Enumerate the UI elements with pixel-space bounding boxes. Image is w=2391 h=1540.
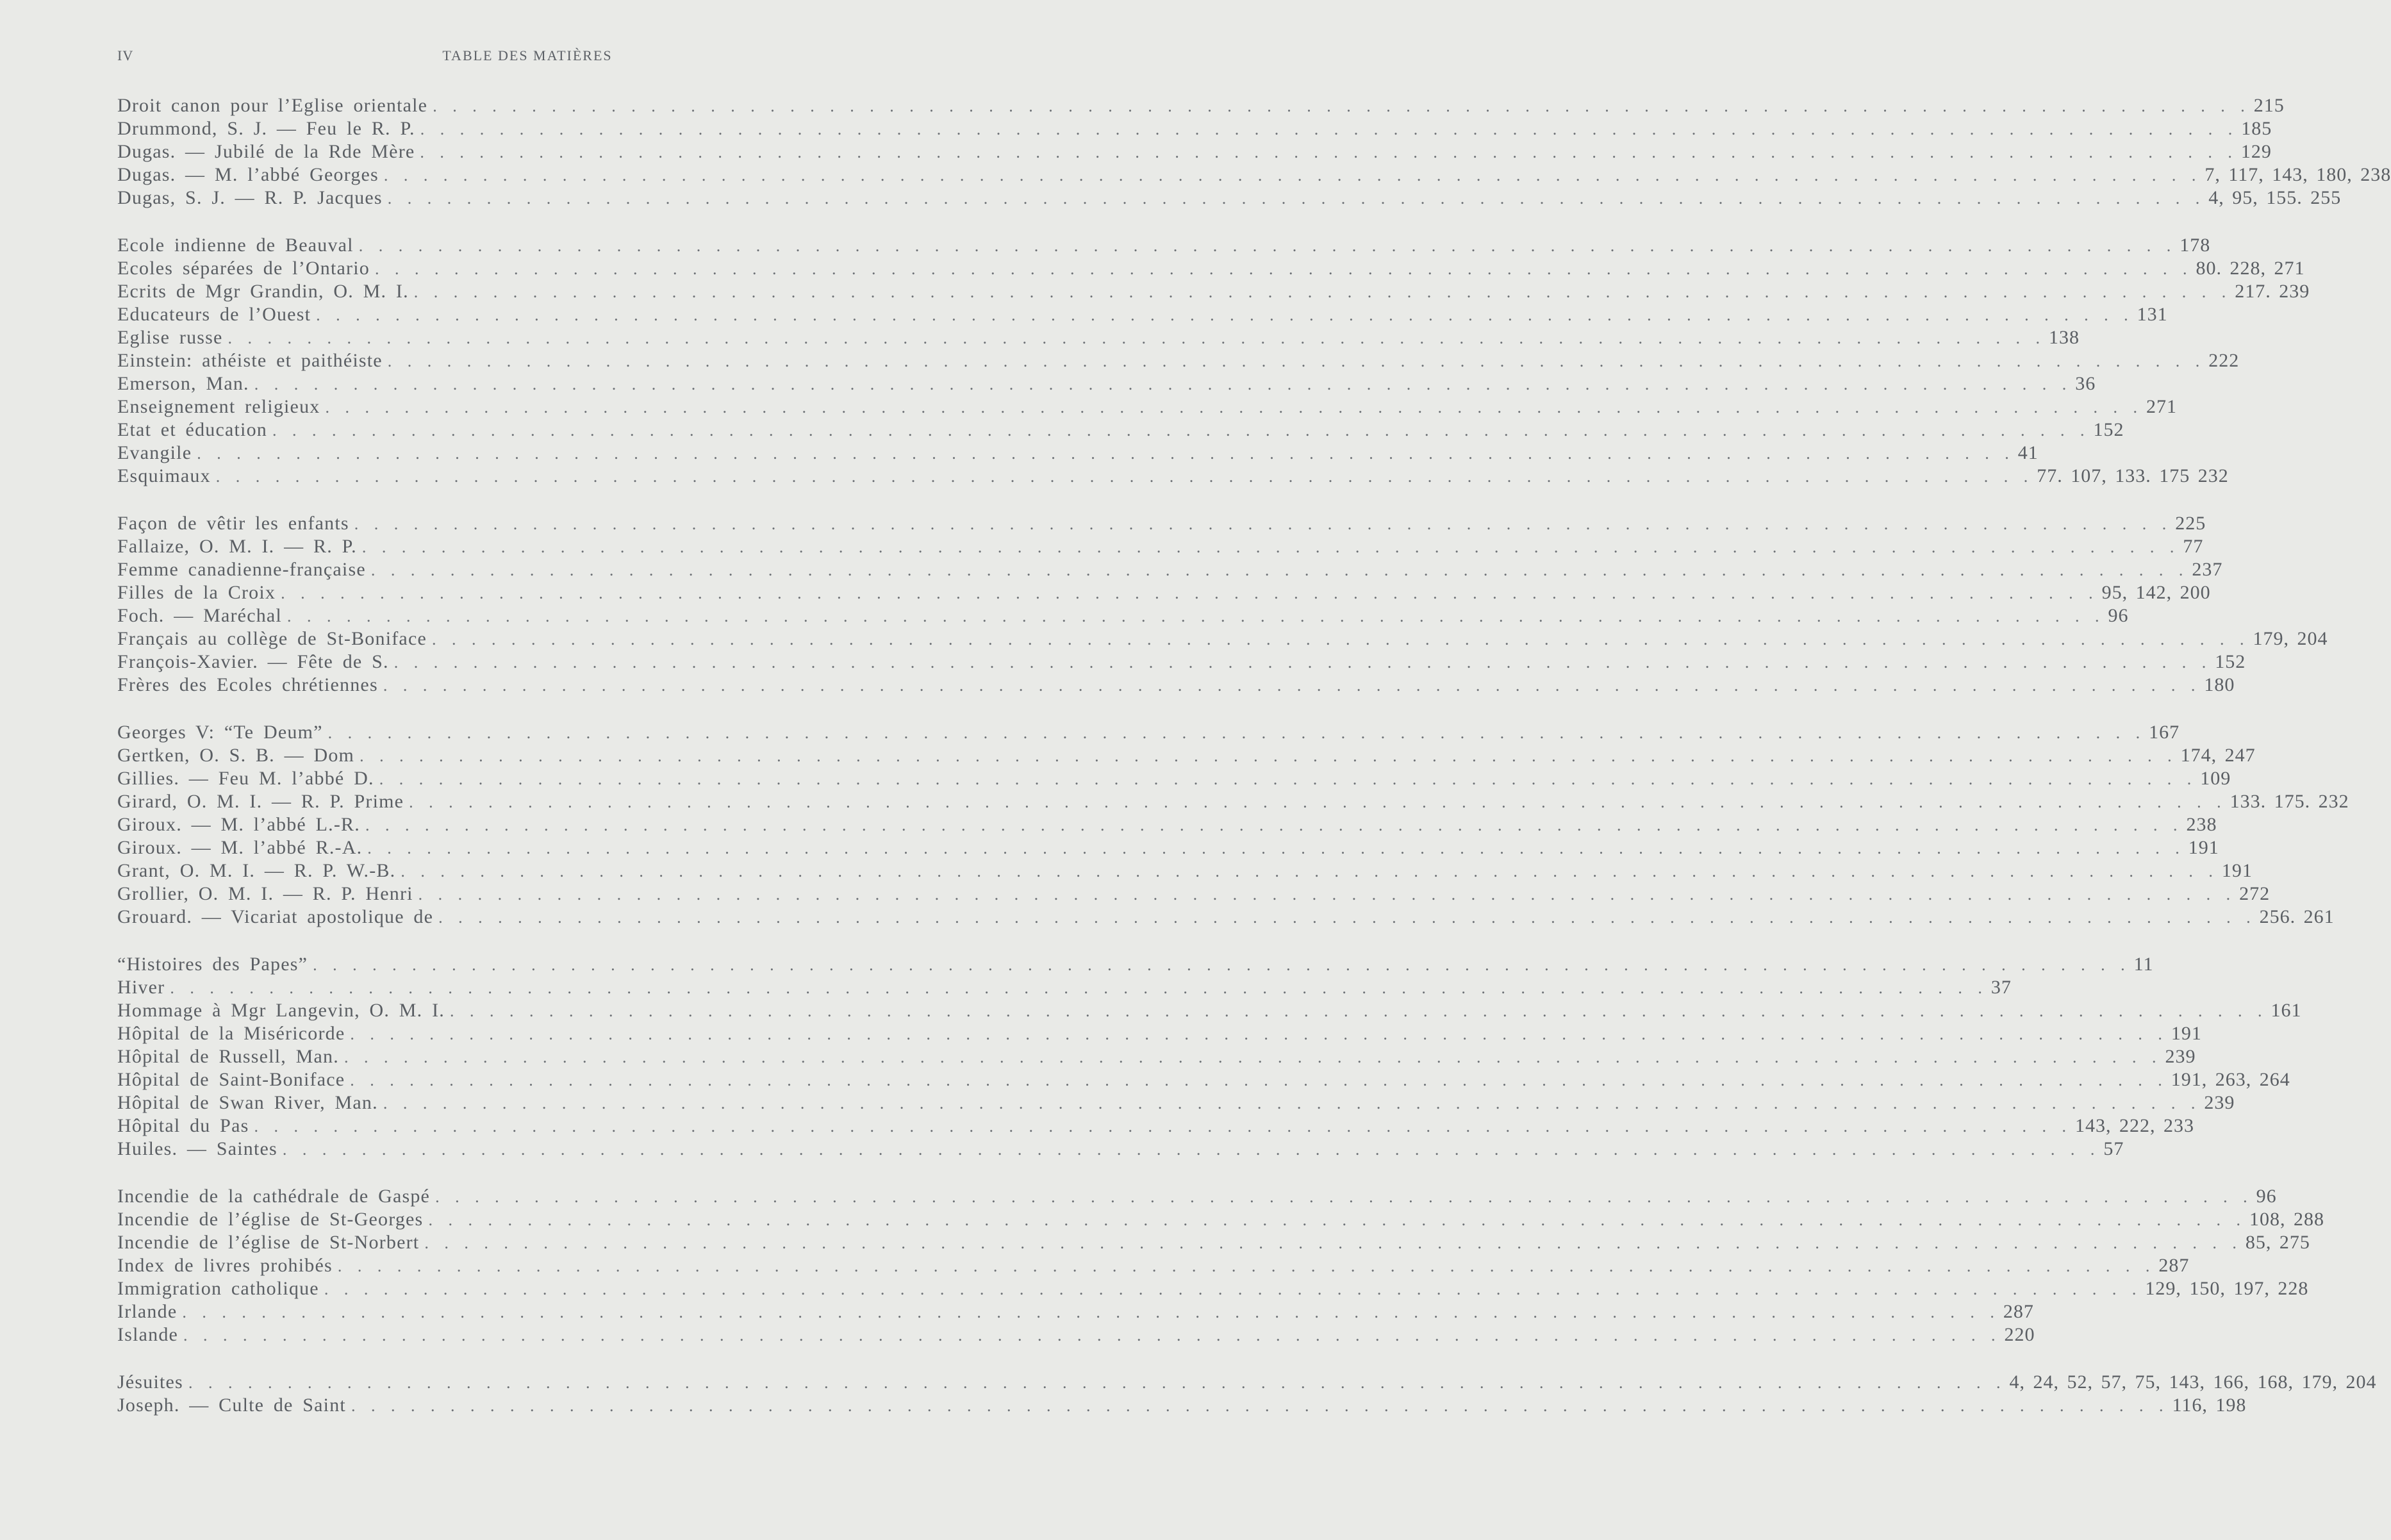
index-entry (117, 1231, 2310, 1254)
dot-leader: . . . . . . . . . . . . . . . . . . . . . . . . . . . . . . . . . . . . . . . . . . . . . . . . . . . . . . . . . . . . . . . . . . . . . . . . . . . . . . . . . . . . . . . . . . . . (325, 398, 2141, 417)
dot-leader: . . . . . . . . . . . . . . . . . . . . . . . . . . . . . . . . . . . . . . . . . . . . . . . . . . . . . . . . . . . . . . . . . . . . . . . . . . . . . . . . . . . . . . . . . . . . (365, 816, 2181, 834)
index-entry (117, 442, 2039, 465)
dot-leader: . . . . . . . . . . . . . . . . . . . . . . . . . . . . . . . . . . . . . . . . . . . . . . . . . . . . . . . . . . . . . . . . . . . . . . . . . . . . . . . . . . . . . . . . . . . . (367, 839, 2183, 857)
entry-page-numbers: 185 (2241, 118, 2272, 139)
entry-page-numbers: 152 (2093, 419, 2124, 440)
entry-title: Dugas. — Jubilé de la Rde Mère (117, 141, 415, 162)
dot-leader: . . . . . . . . . . . . . . . . . . . . . . . . . . . . . . . . . . . . . . . . . . . . . . . . . . . . . . . . . . . . . . . . . . . . . . . . . . . . . . . . . . . . . . . . . . . . (383, 1094, 2199, 1113)
entry-title: Hiver (117, 977, 165, 998)
entry-title: Incendie de l’église de St-Georges (117, 1209, 424, 1230)
entry-title: Gillies. — Feu M. l’abbé D. (117, 768, 374, 789)
dot-leader: . . . . . . . . . . . . . . . . . . . . . . . . . . . . . . . . . . . . . . . . . . . . . . . . . . . . . . . . . . . . . . . . . . . . . . . . . . . . . . . . . . . . . . . . . . . . (215, 467, 2032, 486)
entry-title: Etat et éducation (117, 419, 267, 440)
dot-leader: . . . . . . . . . . . . . . . . . . . . . . . . . . . . . . . . . . . . . . . . . . . . . . . . . . . . . . . . . . . . . . . . . . . . . . . . . . . . . . . . . . . . . . . . . . . . (409, 793, 2225, 811)
index-entry (117, 1045, 2196, 1068)
entry-title: Grouard. — Vicariat apostolique de (117, 906, 434, 927)
dot-leader: . . . . . . . . . . . . . . . . . . . . . . . . . . . . . . . . . . . . . . . . . . . . . . . . . . . . . . . . . . . . . . . . . . . . . . . . . . . . . . . . . . . . . . . . . . . . (360, 747, 2176, 765)
dot-leader: . . . . . . . . . . . . . . . . . . . . . . . . . . . . . . . . . . . . . . . . . . . . . . . . . . . . . . . . . . . . . . . . . . . . . . . . . . . . . . . . . . . . . . . . . . . . (324, 1280, 2140, 1298)
entry-title: Educateurs de l’Ouest (117, 304, 311, 325)
dot-leader: . . . . . . . . . . . . . . . . . . . . . . . . . . . . . . . . . . . . . . . . . . . . . . . . . . . . . . . . . . . . . . . . . . . . . . . . . . . . . . . . . . . . . . . . . . . . (387, 352, 2204, 370)
index-entry (117, 604, 2129, 627)
dot-leader: . . . . . . . . . . . . . . . . . . . . . . . . . . . . . . . . . . . . . . . . . . . . . . . . . . . . . . . . . . . . . . . . . . . . . . . . . . . . . . . . . . . . . . . . . . . . (401, 862, 2217, 881)
entry-page-numbers: 167 (2149, 722, 2180, 743)
entry-title: Joseph. — Culte de Saint (117, 1395, 346, 1416)
dot-leader: . . . . . . . . . . . . . . . . . . . . . . . . . . . . . . . . . . . . . . . . . . . . . . . . . . . . . . . . . . . . . . . . . . . . . . . . . . . . . . . . . . . . . . . . . . . . (254, 1117, 2070, 1136)
entry-title: Gertken, O. S. B. — Dom (117, 745, 355, 766)
entry-page-numbers: 133. 175. 232 (2230, 791, 2349, 812)
index-entry (117, 1394, 2247, 1417)
entry-page-numbers: 77 (2183, 536, 2204, 557)
entry-title: Frères des Ecoles chrétiennes (117, 674, 378, 695)
entry-page-numbers: 108, 288 (2249, 1209, 2324, 1230)
entry-page-numbers: 161 (2271, 1000, 2302, 1021)
entry-title: Irlande (117, 1301, 178, 1322)
entry-page-numbers: 41 (2017, 442, 2039, 463)
entry-title: Giroux. — M. l’abbé R.-A. (117, 837, 363, 858)
entry-page-numbers: 4, 24, 52, 57, 75, 143, 166, 168, 179, 204 (2009, 1371, 2377, 1393)
index-entry (117, 767, 2231, 790)
index-entry (117, 1022, 2202, 1045)
entry-page-numbers: 96 (2108, 605, 2129, 626)
entry-title: Esquimaux (117, 465, 211, 486)
dot-leader: . . . . . . . . . . . . . . . . . . . . . . . . . . . . . . . . . . . . . . . . . . . . . . . . . . . . . . . . . . . . . . . . . . . . . . . . . . . . . . . . . . . . . . . . . . . . (254, 375, 2071, 393)
entry-page-numbers: 191 (2171, 1023, 2202, 1044)
entry-page-numbers: 152 (2215, 651, 2246, 672)
entry-title: Droit canon pour l’Eglise orientale (117, 95, 428, 116)
dot-leader: . . . . . . . . . . . . . . . . . . . . . . . . . . . . . . . . . . . . . . . . . . . . . . . . . . . . . . . . . . . . . . . . . . . . . . . . . . . . . . . . . . . . . . . . . . . . (286, 607, 2103, 625)
dot-leader: . . . . . . . . . . . . . . . . . . . . . . . . . . . . . . . . . . . . . . . . . . . . . . . . . . . . . . . . . . . . . . . . . . . . . . . . . . . . . . . . . . . . . . . . . . . . (316, 306, 2132, 324)
entry-title: Evangile (117, 442, 192, 463)
entry-page-numbers: 138 (2049, 327, 2080, 348)
entry-title: Hôpital de Russell, Man. (117, 1046, 339, 1067)
entry-page-numbers: 180 (2204, 674, 2235, 695)
entry-page-numbers: 109 (2200, 768, 2231, 789)
dot-leader: . . . . . . . . . . . . . . . . . . . . . . . . . . . . . . . . . . . . . . . . . . . . . . . . . . . . . . . . . . . . . . . . . . . . . . . . . . . . . . . . . . . . . . . . . . . . (354, 515, 2171, 533)
entry-page-numbers: 95, 142, 200 (2101, 582, 2211, 603)
entry-page-numbers: 11 (2133, 954, 2154, 975)
entry-title: Filles de la Croix (117, 582, 276, 603)
dot-leader: . . . . . . . . . . . . . . . . . . . . . . . . . . . . . . . . . . . . . . . . . . . . . . . . . . . . . . . . . . . . . . . . . . . . . . . . . . . . . . . . . . . . . . . . . . . . (418, 885, 2235, 904)
entry-title: “Histoires des Papes” (117, 954, 308, 975)
entry-title: Immigration catholique (117, 1278, 319, 1299)
dot-leader: . . . . . . . . . . . . . . . . . . . . . . . . . . . . . . . . . . . . . . . . . . . . . . . . . . . . . . . . . . . . . . . . . . . . . . . . . . . . . . . . . . . . . . . . . . . . (313, 956, 2129, 974)
index-letter-group (117, 721, 2349, 929)
dot-leader: . . . . . . . . . . . . . . . . . . . . . . . . . . . . . . . . . . . . . . . . . . . . . . . . . . . . . . . . . . . . . . . . . . . . . . . . . . . . . . . . . . . . . . . . . . . . (327, 724, 2144, 742)
entry-title: Grant, O. M. I. — R. P. W.-B. (117, 860, 396, 881)
entry-page-numbers: 116, 198 (2172, 1395, 2247, 1416)
index-entry (117, 372, 2096, 395)
index-entry (117, 326, 2080, 349)
entry-title: Eglise russe (117, 327, 223, 348)
entry-page-numbers: 7, 117, 143, 180, 238 (2205, 164, 2391, 185)
dot-leader: . . . . . . . . . . . . . . . . . . . . . . . . . . . . . . . . . . . . . . . . . . . . . . . . . . . . . . . . . . . . . . . . . . . . . . . . . . . . . . . . . . . . . . . . . . . . (438, 908, 2254, 927)
dot-leader: . . . . . . . . . . . . . . . . . . . . . . . . . . . . . . . . . . . . . . . . . . . . . . . . . . . . . . . . . . . . . . . . . . . . . . . . . . . . . . . . . . . . . . . . . . . . (383, 166, 2200, 185)
dot-leader: . . . . . . . . . . . . . . . . . . . . . . . . . . . . . . . . . . . . . . . . . . . . . . . . . . . . . . . . . . . . . . . . . . . . . . . . . . . . . . . . . . . . . . . . . . . . (350, 1025, 2166, 1043)
index-entry (117, 674, 2235, 697)
entry-page-numbers: 215 (2253, 95, 2285, 116)
index-entry (117, 94, 2285, 117)
entry-page-numbers: 179, 204 (2253, 628, 2328, 649)
dot-leader: . . . . . . . . . . . . . . . . . . . . . . . . . . . . . . . . . . . . . . . . . . . . . . . . . . . . . . . . . . . . . . . . . . . . . . . . . . . . . . . . . . . . . . . . . . . . (282, 1140, 2099, 1159)
dot-leader: . . . . . . . . . . . . . . . . . . . . . . . . . . . . . . . . . . . . . . . . . . . . . . . . . . . . . . . . . . . . . . . . . . . . . . . . . . . . . . . . . . . . . . . . . . . . (272, 421, 2089, 440)
entry-page-numbers: 237 (2192, 559, 2223, 580)
entry-page-numbers: 256. 261 (2259, 906, 2335, 927)
index-letter-group (117, 1185, 2324, 1346)
index-entry (117, 744, 2256, 767)
entry-page-numbers: 191 (2221, 860, 2253, 881)
dot-leader: . . . . . . . . . . . . . . . . . . . . . . . . . . . . . . . . . . . . . . . . . . . . . . . . . . . . . . . . . . . . . . . . . . . . . . . . . . . . . . . . . . . . . . . . . . . . (379, 770, 2196, 788)
index-entry (117, 1323, 2035, 1346)
entry-page-numbers: 178 (2180, 235, 2211, 256)
index-entry (117, 395, 2177, 418)
index-entry (117, 836, 2219, 859)
entry-page-numbers: 57 (2103, 1138, 2124, 1159)
entry-page-numbers: 271 (2146, 396, 2177, 417)
index-entry (117, 1277, 2309, 1300)
index-entry (117, 349, 2240, 372)
dot-leader: . . . . . . . . . . . . . . . . . . . . . . . . . . . . . . . . . . . . . . . . . . . . . . . . . . . . . . . . . . . . . . . . . . . . . . . . . . . . . . . . . . . . . . . . . . . . (343, 1048, 2160, 1066)
entry-page-numbers: 131 (2137, 304, 2168, 325)
entry-title: Enseignement religieux (117, 396, 320, 417)
entry-title: Emerson, Man. (117, 373, 249, 394)
dot-leader: . . . . . . . . . . . . . . . . . . . . . . . . . . . . . . . . . . . . . . . . . . . . . . . . . . . . . . . . . . . . . . . . . . . . . . . . . . . . . . . . . . . . . . . . . . . . (197, 444, 2013, 463)
index-entry (117, 1300, 2034, 1323)
index-letter-group (117, 953, 2302, 1161)
entry-page-numbers: 217. 239 (2235, 281, 2310, 302)
index-entry (117, 581, 2211, 604)
entry-page-numbers: 287 (2158, 1255, 2190, 1276)
entry-title: Français au collège de St-Boniface (117, 628, 427, 649)
running-title: TABLE DES MATIÈRES (442, 47, 613, 63)
dot-leader: . . . . . . . . . . . . . . . . . . . . . . . . . . . . . . . . . . . . . . . . . . . . . . . . . . . . . . . . . . . . . . . . . . . . . . . . . . . . . . . . . . . . . . . . . . . . (383, 676, 2199, 695)
entry-title: Dugas. — M. l’abbé Georges (117, 164, 379, 185)
index-entry (117, 1371, 2377, 1394)
dot-leader: . . . . . . . . . . . . . . . . . . . . . . . . . . . . . . . . . . . . . . . . . . . . . . . . . . . . . . . . . . . . . . . . . . . . . . . . . . . . . . . . . . . . . . . . . . . . (337, 1257, 2154, 1275)
entry-title: Huiles. — Saintes (117, 1138, 277, 1159)
index-entry (117, 882, 2271, 906)
entry-title: Ecrits de Mgr Grandin, O. M. I. (117, 281, 409, 302)
entry-title: Hôpital de Saint-Boniface (117, 1069, 345, 1090)
index-entry (117, 953, 2154, 976)
entry-title: Drummond, S. J. — Feu le R. P. (117, 118, 415, 139)
index-entry (117, 906, 2335, 929)
index-entry (117, 163, 2391, 186)
index-entry (117, 465, 2229, 488)
entry-page-numbers: 239 (2165, 1046, 2196, 1067)
index-entry (117, 721, 2180, 744)
dot-leader: . . . . . . . . . . . . . . . . . . . . . . . . . . . . . . . . . . . . . . . . . . . . . . . . . . . . . . . . . . . . . . . . . . . . . . . . . . . . . . . . . . . . . . . . . . . . (350, 1071, 2166, 1089)
index-letter-group (117, 234, 2310, 488)
entry-page-numbers: 85, 275 (2245, 1232, 2310, 1253)
entry-page-numbers: 129, 150, 197, 228 (2145, 1278, 2309, 1299)
entry-title: Fallaize, O. M. I. — R. P. (117, 536, 357, 557)
entry-page-numbers: 77. 107, 133. 175 232 (2037, 465, 2229, 486)
entry-page-numbers: 191 (2188, 837, 2219, 858)
entry-title: Jésuites (117, 1371, 183, 1393)
entry-title: Giroux. — M. l’abbé L.-R. (117, 814, 360, 835)
entry-title: Index de livres prohibés (117, 1255, 333, 1276)
entry-title: Incendie de la cathédrale de Gaspé (117, 1186, 431, 1207)
index-entry (117, 535, 2204, 558)
dot-leader: . . . . . . . . . . . . . . . . . . . . . . . . . . . . . . . . . . . . . . . . . . . . . . . . . . . . . . . . . . . . . . . . . . . . . . . . . . . . . . . . . . . . . . . . . . . . (183, 1326, 1999, 1345)
entry-page-numbers: 36 (2075, 373, 2096, 394)
entry-title: Façon de vêtir les enfants (117, 513, 349, 534)
dot-leader: . . . . . . . . . . . . . . . . . . . . . . . . . . . . . . . . . . . . . . . . . . . . . . . . . . . . . . . . . . . . . . . . . . . . . . . . . . . . . . . . . . . . . . . . . . . . (431, 630, 2248, 649)
index-entry (117, 1185, 2277, 1208)
entry-title: Einstein: athéiste et paithéiste (117, 350, 383, 371)
entry-page-numbers: 225 (2175, 513, 2206, 534)
dot-leader: . . . . . . . . . . . . . . . . . . . . . . . . . . . . . . . . . . . . . . . . . . . . . . . . . . . . . . . . . . . . . . . . . . . . . . . . . . . . . . . . . . . . . . . . . . . . (449, 1002, 2266, 1020)
index-letter-group (117, 1371, 2377, 1417)
entry-title: Islande (117, 1324, 179, 1345)
entry-page-numbers: 191, 263, 264 (2171, 1069, 2290, 1090)
dot-leader: . . . . . . . . . . . . . . . . . . . . . . . . . . . . . . . . . . . . . . . . . . . . . . . . . . . . . . . . . . . . . . . . . . . . . . . . . . . . . . . . . . . . . . . . . . . . (170, 979, 1986, 997)
entry-title: Hôpital de la Miséricorde (117, 1023, 345, 1044)
entry-page-numbers: 220 (2004, 1324, 2035, 1345)
index-entry (117, 512, 2206, 535)
entry-page-numbers: 4, 95, 155. 255 (2208, 187, 2342, 208)
dot-leader: . . . . . . . . . . . . . . . . . . . . . . . . . . . . . . . . . . . . . . . . . . . . . . . . . . . . . . . . . . . . . . . . . . . . . . . . . . . . . . . . . . . . . . . . . . . . (228, 329, 2044, 347)
index-entry (117, 257, 2305, 280)
dot-leader: . . . . . . . . . . . . . . . . . . . . . . . . . . . . . . . . . . . . . . . . . . . . . . . . . . . . . . . . . . . . . . . . . . . . . . . . . . . . . . . . . . . . . . . . . . . . (361, 538, 2178, 556)
entry-title: Dugas, S. J. — R. P. Jacques (117, 187, 383, 208)
dot-leader: . . . . . . . . . . . . . . . . . . . . . . . . . . . . . . . . . . . . . . . . . . . . . . . . . . . . . . . . . . . . . . . . . . . . . . . . . . . . . . . . . . . . . . . . . . . . (374, 260, 2191, 278)
index-list (117, 94, 2391, 1441)
index-entry (117, 1254, 2190, 1277)
dot-leader: . . . . . . . . . . . . . . . . . . . . . . . . . . . . . . . . . . . . . . . . . . . . . . . . . . . . . . . . . . . . . . . . . . . . . . . . . . . . . . . . . . . . . . . . . . . . (188, 1373, 2005, 1392)
entry-title: Foch. — Maréchal (117, 605, 282, 626)
dot-leader: . . . . . . . . . . . . . . . . . . . . . . . . . . . . . . . . . . . . . . . . . . . . . . . . . . . . . . . . . . . . . . . . . . . . . . . . . . . . . . . . . . . . . . . . . . . . (358, 236, 2175, 255)
index-letter-group (117, 512, 2328, 697)
dot-leader: . . . . . . . . . . . . . . . . . . . . . . . . . . . . . . . . . . . . . . . . . . . . . . . . . . . . . . . . . . . . . . . . . . . . . . . . . . . . . . . . . . . . . . . . . . . . (413, 283, 2230, 301)
index-entry (117, 280, 2310, 303)
index-entry (117, 1068, 2290, 1091)
entry-title: Grollier, O. M. I. — R. P. Henri (117, 883, 413, 904)
dot-leader: . . . . . . . . . . . . . . . . . . . . . . . . . . . . . . . . . . . . . . . . . . . . . . . . . . . . . . . . . . . . . . . . . . . . . . . . . . . . . . . . . . . . . . . . . . . . (435, 1188, 2251, 1206)
dot-leader: . . . . . . . . . . . . . . . . . . . . . . . . . . . . . . . . . . . . . . . . . . . . . . . . . . . . . . . . . . . . . . . . . . . . . . . . . . . . . . . . . . . . . . . . . . . . (351, 1396, 2167, 1415)
index-entry (117, 303, 2168, 326)
index-entry (117, 186, 2342, 210)
entry-title: Georges V: “Te Deum” (117, 722, 323, 743)
entry-page-numbers: 96 (2256, 1186, 2277, 1207)
entry-title: Ecoles séparées de l’Ontario (117, 258, 370, 279)
entry-page-numbers: 287 (2003, 1301, 2034, 1322)
entry-page-numbers: 238 (2186, 814, 2217, 835)
running-header (117, 47, 938, 69)
dot-leader: . . . . . . . . . . . . . . . . . . . . . . . . . . . . . . . . . . . . . . . . . . . . . . . . . . . . . . . . . . . . . . . . . . . . . . . . . . . . . . . . . . . . . . . . . . . . (433, 97, 2249, 115)
dot-leader: . . . . . . . . . . . . . . . . . . . . . . . . . . . . . . . . . . . . . . . . . . . . . . . . . . . . . . . . . . . . . . . . . . . . . . . . . . . . . . . . . . . . . . . . . . . . (393, 653, 2210, 672)
entry-page-numbers: 174, 247 (2180, 745, 2256, 766)
index-entry (117, 1208, 2324, 1231)
index-entry (117, 999, 2302, 1022)
index-entry (117, 859, 2253, 882)
entry-title: Hôpital de Swan River, Man. (117, 1092, 378, 1113)
dot-leader: . . . . . . . . . . . . . . . . . . . . . . . . . . . . . . . . . . . . . . . . . . . . . . . . . . . . . . . . . . . . . . . . . . . . . . . . . . . . . . . . . . . . . . . . . . . . (387, 189, 2204, 208)
entry-title: Incendie de l’église de St-Norbert (117, 1232, 420, 1253)
dot-leader: . . . . . . . . . . . . . . . . . . . . . . . . . . . . . . . . . . . . . . . . . . . . . . . . . . . . . . . . . . . . . . . . . . . . . . . . . . . . . . . . . . . . . . . . . . . . (281, 584, 2097, 602)
index-entry (117, 627, 2328, 650)
index-entry (117, 558, 2223, 581)
index-entry (117, 1138, 2124, 1161)
dot-leader: . . . . . . . . . . . . . . . . . . . . . . . . . . . . . . . . . . . . . . . . . . . . . . . . . . . . . . . . . . . . . . . . . . . . . . . . . . . . . . . . . . . . . . . . . . . . (424, 1234, 2240, 1252)
entry-title: Hôpital du Pas (117, 1115, 249, 1136)
page-number: IV (117, 47, 134, 63)
entry-page-numbers: 239 (2204, 1092, 2235, 1113)
entry-page-numbers: 80. 228, 271 (2196, 258, 2305, 279)
index-entry (117, 1114, 2194, 1138)
index-entry (117, 418, 2124, 442)
dot-leader: . . . . . . . . . . . . . . . . . . . . . . . . . . . . . . . . . . . . . . . . . . . . . . . . . . . . . . . . . . . . . . . . . . . . . . . . . . . . . . . . . . . . . . . . . . . . (420, 120, 2237, 138)
entry-page-numbers: 222 (2208, 350, 2240, 371)
index-entry (117, 650, 2246, 674)
index-entry (117, 140, 2272, 163)
dot-leader: . . . . . . . . . . . . . . . . . . . . . . . . . . . . . . . . . . . . . . . . . . . . . . . . . . . . . . . . . . . . . . . . . . . . . . . . . . . . . . . . . . . . . . . . . . . . (420, 143, 2236, 161)
index-entry (117, 1091, 2235, 1114)
index-entry (117, 117, 2272, 140)
entry-page-numbers: 37 (1990, 977, 2012, 998)
entry-title: Femme canadienne-française (117, 559, 366, 580)
entry-title: Girard, O. M. I. — R. P. Prime (117, 791, 404, 812)
entry-page-numbers: 143, 222, 233 (2074, 1115, 2194, 1136)
index-letter-group (117, 94, 2391, 210)
index-entry (117, 234, 2211, 257)
entry-page-numbers: 129 (2240, 141, 2272, 162)
entry-title: François-Xavier. — Fête de S. (117, 651, 389, 672)
index-entry (117, 976, 2012, 999)
dot-leader: . . . . . . . . . . . . . . . . . . . . . . . . . . . . . . . . . . . . . . . . . . . . . . . . . . . . . . . . . . . . . . . . . . . . . . . . . . . . . . . . . . . . . . . . . . . . (428, 1211, 2244, 1229)
index-entry (117, 790, 2349, 813)
entry-title: Hommage à Mgr Langevin, O. M. I. (117, 1000, 445, 1021)
dot-leader: . . . . . . . . . . . . . . . . . . . . . . . . . . . . . . . . . . . . . . . . . . . . . . . . . . . . . . . . . . . . . . . . . . . . . . . . . . . . . . . . . . . . . . . . . . . . (182, 1303, 1998, 1321)
entry-page-numbers: 272 (2239, 883, 2271, 904)
entry-title: Ecole indienne de Beauval (117, 235, 354, 256)
dot-leader: . . . . . . . . . . . . . . . . . . . . . . . . . . . . . . . . . . . . . . . . . . . . . . . . . . . . . . . . . . . . . . . . . . . . . . . . . . . . . . . . . . . . . . . . . . . . (370, 561, 2187, 579)
index-entry (117, 813, 2217, 836)
